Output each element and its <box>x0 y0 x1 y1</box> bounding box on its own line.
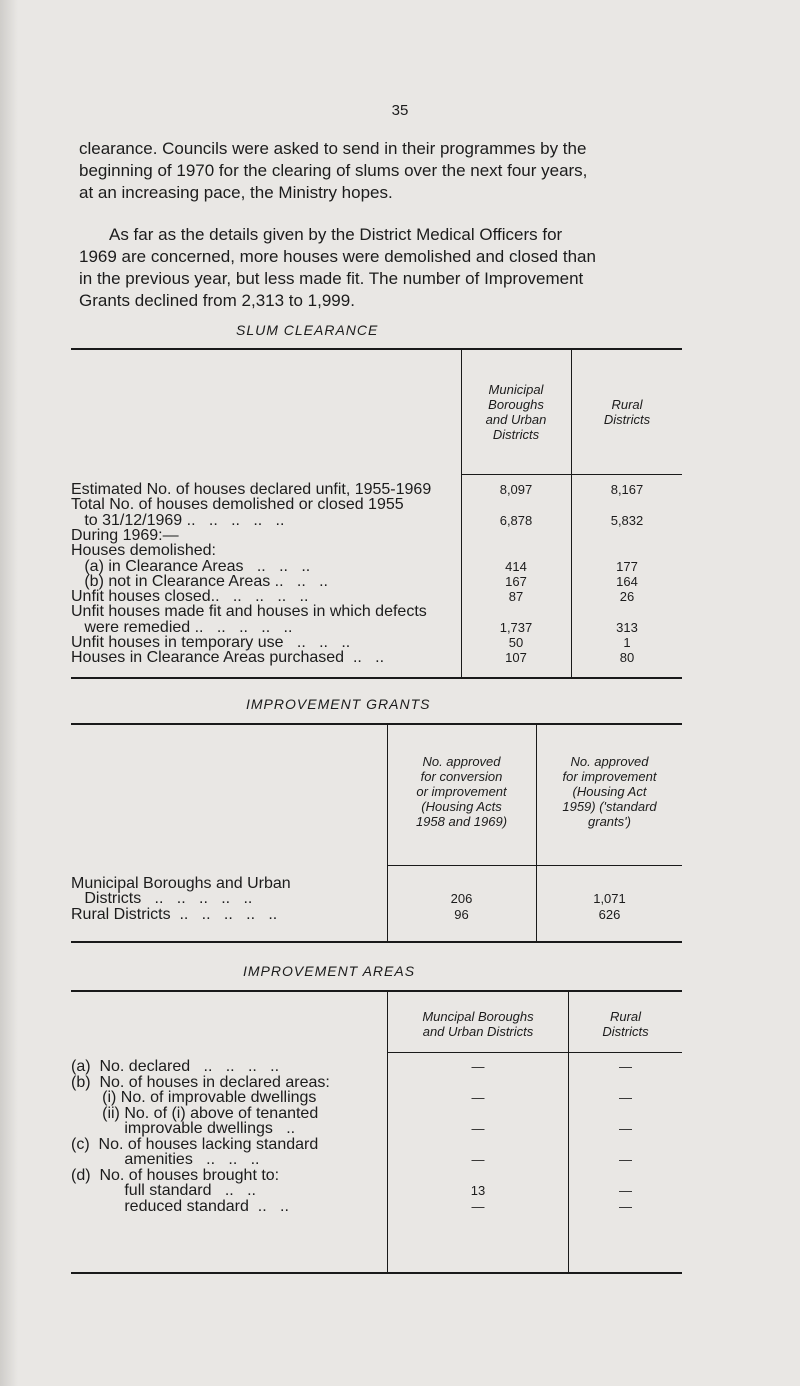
paragraph-line: As far as the details given by the District Medical Officers for <box>109 225 563 244</box>
value-municipal: 107 <box>505 650 527 666</box>
page-number: 35 <box>391 102 409 119</box>
value-rural: 26 <box>619 589 635 605</box>
row-label: During 1969:— <box>71 526 179 544</box>
value-rural: 177 <box>616 558 638 574</box>
value-rural: 80 <box>619 650 635 666</box>
header-rule <box>461 474 682 475</box>
value-rural: 1,071 <box>593 891 626 907</box>
header-line: Municipal <box>488 382 544 397</box>
header-line: (Housing Acts <box>421 799 502 814</box>
header-line: 1958 and 1969) <box>415 814 508 829</box>
value-municipal: 8,097 <box>499 482 533 497</box>
row-label: (c) No. of houses lacking standard <box>71 1135 319 1153</box>
paragraph-line: at an increasing pace, the Ministry hopes. <box>79 183 393 202</box>
value-rural: 626 <box>598 906 621 922</box>
scan-edge-shadow <box>0 0 18 1386</box>
value-rural: 8,167 <box>610 482 644 497</box>
row-label: Total No. of houses demolished or closed 1955 <box>71 496 404 514</box>
header-line: and Urban Districts <box>422 1024 534 1039</box>
table-bottom-rule <box>71 677 682 679</box>
value-rural: 5,832 <box>610 512 644 528</box>
paragraph-line: beginning of 1970 for the clearing of slums over the next four years, <box>79 161 588 180</box>
value-municipal: — <box>471 1121 485 1136</box>
paragraph-line: in the previous year, but less made fit. The number of Improvement <box>79 269 584 288</box>
row-label: Houses in Clearance Areas purchased .. .. <box>71 649 385 667</box>
header-line: Districts <box>603 412 651 427</box>
paragraph-1 <box>79 138 701 204</box>
value-rural: 313 <box>616 619 638 635</box>
row-label: reduced standard .. .. <box>71 1197 289 1215</box>
header-line: Districts <box>602 1024 649 1039</box>
row-label: Houses demolished: <box>71 542 216 560</box>
header-line: Rural <box>609 1009 642 1024</box>
header-line: for conversion <box>420 769 503 784</box>
header-line: and Urban <box>485 412 547 427</box>
row-label: Rural Districts .. .. .. .. .. <box>71 905 278 923</box>
value-municipal: — <box>471 1090 485 1105</box>
value-municipal: 87 <box>508 589 524 605</box>
header-line: Districts <box>492 427 540 442</box>
slum-clearance-heading: SLUM CLEARANCE <box>236 322 379 338</box>
row-label: amenities .. .. .. <box>71 1151 260 1168</box>
row-label: Unfit houses made fit and houses in which defects <box>71 603 427 621</box>
header-line: or improvement <box>416 784 507 799</box>
value-municipal: 96 <box>454 906 469 922</box>
row-label: were remedied .. .. .. .. .. <box>71 618 293 636</box>
value-municipal: — <box>471 1059 485 1074</box>
row-label: (i) No. of improvable dwellings <box>71 1089 317 1106</box>
row-label: Municipal Boroughs and Urban <box>71 875 291 892</box>
header-rule <box>387 1052 682 1053</box>
column-header-conversion <box>388 754 535 829</box>
header-rule <box>387 865 682 866</box>
value-municipal: 206 <box>450 891 473 907</box>
header-line: Boroughs <box>488 397 544 412</box>
row-label: Unfit houses in temporary use .. .. .. <box>71 634 351 651</box>
row-label: (b) No. of houses in declared areas: <box>71 1073 330 1091</box>
column-header-rural <box>569 1009 682 1039</box>
value-rural: — <box>619 1059 632 1074</box>
row-label: full standard .. .. <box>71 1182 256 1199</box>
value-rural: 164 <box>616 573 638 589</box>
header-line: for improvement <box>562 769 657 784</box>
header-line: No. approved <box>570 754 649 769</box>
row-label: improvable dwellings .. <box>71 1120 296 1137</box>
value-municipal: — <box>471 1152 485 1167</box>
value-municipal: — <box>471 1198 485 1214</box>
value-municipal: 414 <box>505 558 527 574</box>
value-municipal: 1,737 <box>499 619 533 635</box>
value-municipal: 50 <box>508 635 524 650</box>
row-label: (a) in Clearance Areas .. .. .. <box>71 557 311 575</box>
value-municipal: 13 <box>470 1183 486 1198</box>
value-rural: — <box>619 1121 632 1136</box>
header-line: No. approved <box>422 754 501 769</box>
row-label: (a) No. declared .. .. .. .. <box>71 1058 280 1075</box>
value-rural: — <box>619 1198 632 1214</box>
row-label: (b) not in Clearance Areas .. .. .. <box>71 572 328 590</box>
header-line: (Housing Act <box>572 784 647 799</box>
paragraph-2 <box>79 224 701 312</box>
column-header-municipal <box>388 1009 568 1039</box>
header-line: grants') <box>588 814 631 829</box>
column-header-rural <box>572 397 682 427</box>
row-label: to 31/12/1969 .. .. .. .. .. <box>71 511 285 529</box>
table-top-rule <box>71 348 682 350</box>
value-rural: 1 <box>623 635 631 650</box>
row-label: Districts .. .. .. .. .. <box>71 890 253 908</box>
row-label: (ii) No. of (i) above of tenanted <box>71 1104 319 1122</box>
improvement-areas-heading: IMPROVEMENT AREAS <box>243 963 416 979</box>
paragraph-line: Grants declined from 2,313 to 1,999. <box>79 291 355 310</box>
table-bottom-rule <box>71 941 682 943</box>
header-line: 1959) ('standard <box>562 799 657 814</box>
value-municipal: 6,878 <box>499 512 533 528</box>
paragraph-line: clearance. Councils were asked to send in their programmes by the <box>79 139 587 158</box>
column-header-improvement <box>537 754 682 829</box>
value-rural: — <box>619 1183 632 1198</box>
improvement-grants-heading: IMPROVEMENT GRANTS <box>246 696 431 712</box>
table-top-rule <box>71 723 682 725</box>
header-line: Rural <box>611 397 643 412</box>
header-line: Muncipal Boroughs <box>422 1009 534 1024</box>
table-bottom-rule <box>71 1272 682 1274</box>
row-label: Estimated No. of houses declared unfit, 1955-1969 <box>71 481 432 498</box>
row-label: Unfit houses closed.. .. .. .. .. <box>71 588 309 606</box>
paragraph-line: 1969 are concerned, more houses were demolished and closed than <box>79 247 596 266</box>
value-municipal: 167 <box>505 573 527 589</box>
table-top-rule <box>71 990 682 992</box>
row-label: (d) No. of houses brought to: <box>71 1166 280 1184</box>
value-rural: — <box>619 1090 632 1105</box>
value-rural: — <box>619 1152 632 1167</box>
column-header-municipal <box>462 382 570 442</box>
